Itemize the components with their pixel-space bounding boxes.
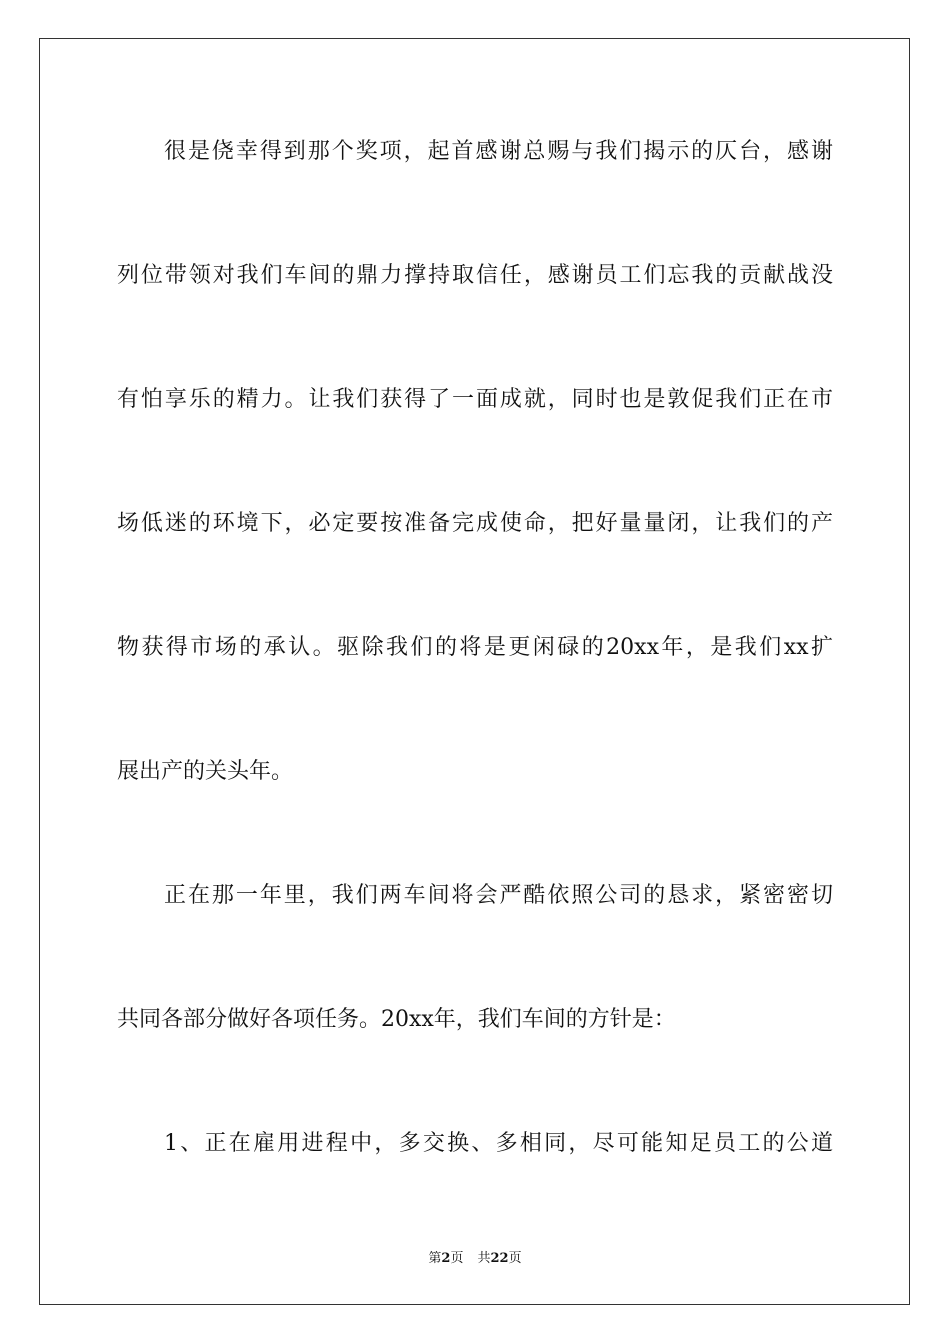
page-number: 2	[441, 1251, 451, 1266]
paragraph-line-4: 场低迷的环境下，必定要按准备完成使命，把好量量闭，让我们的产	[117, 511, 833, 536]
total-suffix: 页	[508, 1251, 522, 1266]
page-footer	[0, 1247, 950, 1266]
paragraph-line-6: 展出产的关头年。	[117, 759, 294, 784]
page-prefix: 第	[428, 1251, 442, 1266]
page-frame	[39, 38, 910, 1305]
paragraph-line-8: 共同各部分做好各项任务。20xx年，我们车间的方针是：	[117, 1007, 676, 1032]
paragraph-line-9: 1、正在雇用进程中，多交换、多相同，尽可能知足员工的公道	[164, 1131, 833, 1156]
total-prefix: 共	[477, 1251, 491, 1266]
paragraph-line-5: 物获得市场的承认。驱除我们的将是更闲碌的20xx年，是我们xx扩	[117, 635, 834, 660]
page-suffix: 页	[450, 1251, 464, 1266]
paragraph-line-2: 列位带领对我们车间的鼎力撑持取信任，感谢员工们忘我的贡献战没	[117, 263, 833, 288]
total-pages: 22	[490, 1251, 509, 1266]
paragraph-line-3: 有怕享乐的精力。让我们获得了一面成就，同时也是敦促我们正在市	[117, 387, 833, 412]
paragraph-line-1: 很是侥幸得到那个奖项，起首感谢总赐与我们揭示的仄台，感谢	[164, 139, 833, 164]
paragraph-line-7: 正在那一年里，我们两车间将会严酷依照公司的恳求，紧密密切	[164, 883, 833, 908]
